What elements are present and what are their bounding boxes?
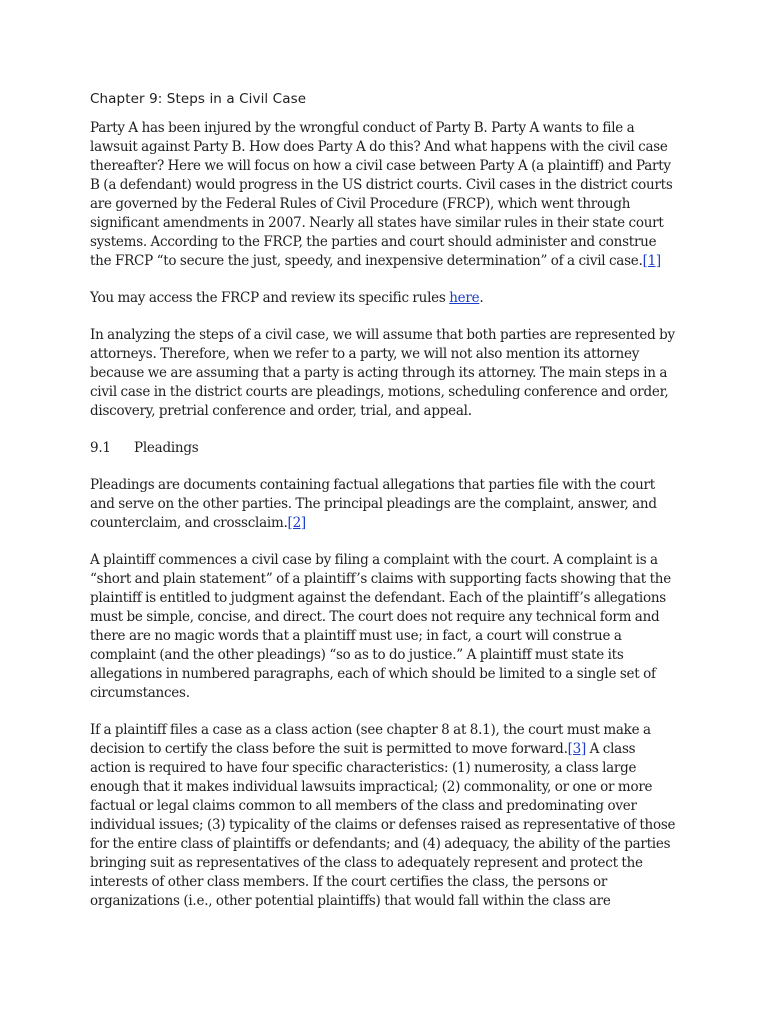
section-number: 9.1 (90, 440, 111, 456)
footnote-link-2[interactable]: [2] (287, 515, 306, 531)
intro-paragraph (90, 119, 678, 271)
pleadings-paragraph (90, 476, 678, 533)
class-action-text-after: A class action is required to have four specific characteristics: (1) numerosity, a class large enough that it makes individual lawsuits impractical; (2) commonality, or one or more factual or legal claims common to all members of the class and predominating over individual issues; (3) typicality of the claims or defenses raised as representative of those for the entire class of plaintiffs or defendants; and (4) adequacy, the ability of the parties bringing suit as representatives of the class to adequately represent and protect the interests of other class members. If the court certifies the class, the persons or organizations (i.e., other potential plaintiffs) that would fall within the class are (90, 741, 676, 909)
access-period: . (479, 290, 484, 306)
intro-text: Party A has been injured by the wrongful conduct of Party B. Party A wants to file a lawsuit against Party B. How does Party A do this? And what happens with the civil case thereafter? Here we will focus on how a civil case between Party A (a plaintiff) and Party B (a defendant) would progress in the US district courts. Civil cases in the district courts are governed by the Federal Rules of Civil Procedure (FRCP), which went through significant amendments in 2007. Nearly all states have similar rules in their state court systems. According to the FRCP, the parties and court should administer and construe the FRCP “to secure the just, speedy, and inexpensive determination” of a civil case. (90, 120, 673, 269)
steps-paragraph: In analyzing the steps of a civil case, we will assume that both parties are represented by attorneys. Therefore, when we refer to a party, we will not also mention its attorney because we are assuming that a party is acting through its attorney. The main steps in a civil case in the district courts are pleadings, motions, scheduling conference and order, discovery, pretrial conference and order, trial, and appeal. (90, 327, 675, 419)
access-text: You may access the FRCP and review its specific rules (90, 290, 450, 306)
footnote-link-1[interactable]: [1] (642, 253, 661, 269)
frcp-rules-link[interactable]: here (449, 290, 480, 306)
chapter-title: Chapter 9: Steps in a Civil Case (90, 91, 307, 107)
pleadings-text: Pleadings are documents containing factual allegations that parties file with the court and serve on the other parties. The principal pleadings are the complaint, answer, and counterclaim, and crossclaim. (90, 477, 657, 531)
footnote-link-3[interactable]: [3] (567, 741, 586, 757)
section-title: Pleadings (134, 440, 199, 456)
complaint-paragraph: A plaintiff commences a civil case by filing a complaint with the court. A complaint is a “short and plain statement” of a plaintiff’s claims with supporting facts showing that the plaintiff is entitled to judgment against the defendant. Each of the plaintiff’s allegations must be simple, concise, and direct. The court does not require any technical form and there are no magic words that a plaintiff must use; in fact, a court will construe a complaint (and the other pleadings) “so as to do justice.” A plaintiff must state its allegations in numbered paragraphs, each of which should be limited to a single set of circumstances. (90, 552, 671, 701)
class-action-paragraph (90, 721, 678, 911)
access-paragraph (90, 289, 678, 308)
section-heading (90, 439, 678, 458)
class-action-text-before: If a plaintiff files a case as a class action (see chapter 8 at 8.1), the court must make a decision to certify the class before the suit is permitted to move forward. (90, 722, 651, 757)
document-page (90, 90, 678, 929)
